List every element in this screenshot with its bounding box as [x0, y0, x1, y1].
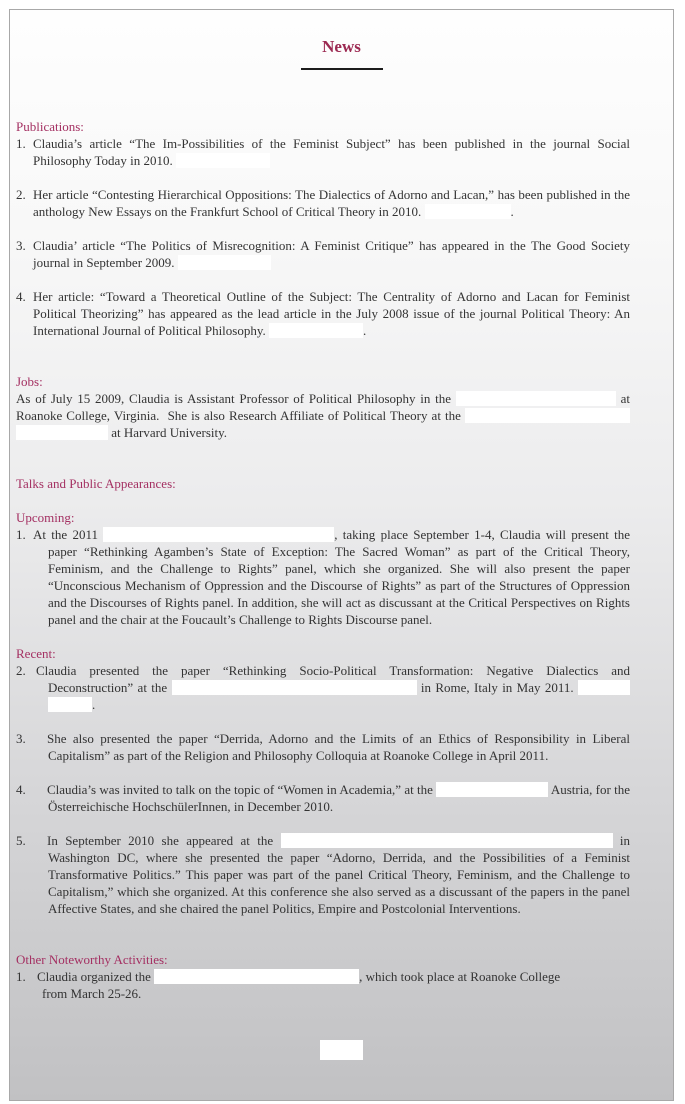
publication-4-link-redacted[interactable]: [269, 323, 363, 338]
publication-item-1: [16, 135, 630, 169]
title-divider: [301, 68, 383, 70]
upcoming-heading: Upcoming:: [16, 510, 75, 525]
item-text-tail: from March 25-26.: [42, 986, 142, 1001]
recent-item-4: [16, 781, 630, 815]
item-number: 4.: [16, 782, 26, 797]
item-text: Claudia’s was invited to talk on the topic of “Women in Academia,” at the: [47, 782, 437, 797]
jobs-text: As of July 15 2009, Claudia is Assistant Professor of Political Philosophy in the: [16, 391, 456, 406]
item-number: 2.: [16, 187, 26, 202]
other-activities-heading: Other Noteworthy Activities:: [16, 952, 168, 967]
jobs-text: at Roanoke College, Virginia. She is also Research Affiliate of Political Theory at the: [16, 391, 630, 423]
upcoming-item-1: [16, 526, 630, 628]
item-text: In September 2010 she appeared at the: [47, 833, 281, 848]
item-number: 5.: [16, 833, 26, 848]
publication-1-link-redacted[interactable]: [176, 153, 270, 168]
recent-item-5: [16, 832, 630, 917]
item-number: 1.: [16, 136, 26, 151]
recent-2-link-3-redacted[interactable]: [48, 697, 92, 712]
item-text: Claudia organized the: [37, 969, 155, 984]
item-text: Claudia’s article “The Im-Possibilities of the Feminist Subject” has been published in the journal Social Philosophy Today in 2010.: [33, 136, 630, 168]
other-1-link-redacted[interactable]: [154, 969, 359, 984]
recent-5-link-redacted[interactable]: [281, 833, 613, 848]
item-text-tail: Austria, for the Österreichische HochschülerInnen, in December 2010.: [48, 782, 631, 814]
talks-heading: Talks and Public Appearances:: [16, 476, 176, 491]
item-text: in Rome, Italy in May 2011.: [416, 680, 578, 695]
page-title: News: [322, 37, 361, 56]
item-number: 3.: [16, 731, 26, 746]
news-page: [9, 9, 674, 1101]
home-link-redacted[interactable]: [320, 1040, 363, 1060]
recent-heading: Recent:: [16, 646, 56, 661]
page-content: [10, 118, 673, 1002]
item-text-tail: , taking place September 1-4, Claudia will present the paper “Rethinking Agamben’s State of Exception: The Sacred Woman” as part of the Critical Theory, Feminism, and the Challenge to Rights” panel, which she organized. She will also present the paper “Unconscious Mechanism of Oppression and the Discourse of Rights” as part of the Structures of Oppression and the Discourses of Rights panel. In addition, she will act as discussant at the Critical Perspectives on Rights panel and the chair at the Foucault’s Challenge to Rights Discourse panel.: [48, 527, 630, 627]
recent-2-link-1-redacted[interactable]: [172, 680, 417, 695]
jobs-link-2-redacted[interactable]: [465, 408, 630, 423]
item-text: Her article “Contesting Hierarchical Oppositions: The Dialectics of Adorno and Lacan,” has been published in the anthology New Essays on the Frankfurt School of Critical Theory in 2010.: [33, 187, 630, 219]
item-number: 1.: [16, 527, 26, 542]
other-item-1: [16, 968, 630, 1002]
publication-item-4: [16, 288, 630, 339]
item-number: 2.: [16, 663, 26, 678]
item-text: Her article: “Toward a Theoretical Outline of the Subject: The Centrality of Adorno and Lacan for Feminist Political Theorizing” has appeared as the lead article in the July 2008 issue of the journal Political Theory: An International Journal of Political Philosophy.: [33, 289, 630, 338]
jobs-link-3-redacted[interactable]: [16, 425, 108, 440]
item-number: 4.: [16, 289, 26, 304]
recent-4-link-redacted[interactable]: [436, 782, 548, 797]
item-text: , which took place at Roanoke College: [359, 969, 561, 984]
jobs-heading: Jobs:: [16, 374, 43, 389]
item-text: At the 2011: [33, 527, 104, 542]
recent-item-2: [16, 662, 630, 713]
publication-3-link-redacted[interactable]: [178, 255, 271, 270]
item-text-tail: in Washington DC, where she presented the paper “Adorno, Derrida, and the Possibilities of a Feminist Transformative Politics.” This paper was part of the panel Critical Theory, Feminism, and the Challenge to Capitalism,” which she organized. At this conference she also served as a discussant of the papers in the panel Affective States, and she chaired the panel Politics, Empire and Postcolonial Interventions.: [48, 833, 630, 916]
recent-2-link-2-redacted[interactable]: [578, 680, 630, 695]
item-number: 1.: [16, 969, 26, 984]
jobs-text: at Harvard University.: [108, 425, 228, 440]
publication-item-2: [16, 186, 630, 220]
item-text-tail: .: [510, 204, 514, 219]
jobs-link-1-redacted[interactable]: [456, 391, 616, 406]
recent-item-3: [16, 730, 630, 764]
publication-item-3: [16, 237, 630, 271]
item-text-tail: .: [92, 697, 96, 712]
publication-2-link-redacted[interactable]: [425, 204, 511, 219]
item-text: She also presented the paper “Derrida, Adorno and the Limits of an Ethics of Responsibility in Liberal Capitalism” as part of the Religion and Philosophy Colloquia at Roanoke College in April 2011.: [47, 731, 630, 763]
jobs-paragraph: [16, 390, 630, 441]
item-text-tail: .: [363, 323, 367, 338]
upcoming-1-link-redacted[interactable]: [103, 527, 334, 542]
item-text: Claudia presented the paper “Rethinking Socio-Political Transformation: Negative Dialectics and Deconstruction” at the: [36, 663, 630, 695]
item-number: 3.: [16, 238, 26, 253]
publications-heading: Publications:: [16, 119, 84, 134]
item-text: Claudia’ article “The Politics of Misrecognition: A Feminist Critique” has appeared in the The Good Society journal in September 2009.: [33, 238, 630, 270]
